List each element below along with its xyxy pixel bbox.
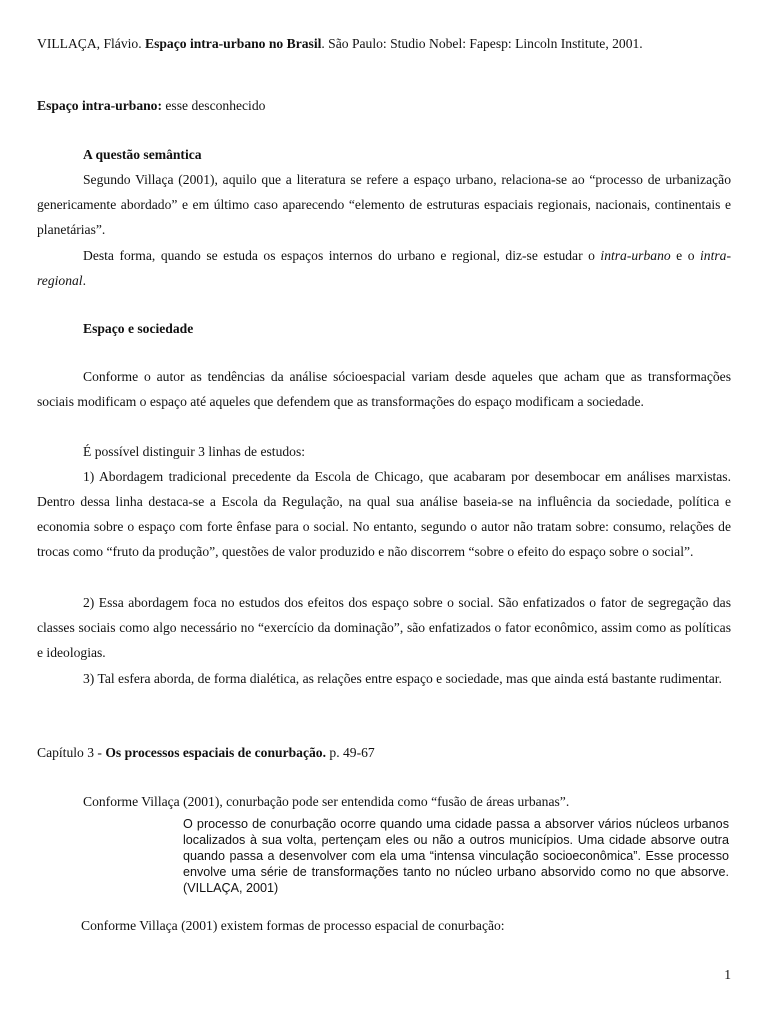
citation-publisher: . São Paulo: Studio Nobel: Fapesp: Lincoln Institute, 2001. [321,36,643,51]
paragraph-space-society-1: Conforme o autor as tendências da análise sócioespacial variam desde aqueles que acham que as transformações sociais modificam o espaço até aqueles que defendem que as transformações do espaço modificam a sociedade. [37,369,731,409]
term-intra-urbano: intra-urbano [600,248,671,263]
bibliographic-citation [37,31,731,56]
paragraph-conurbation-definition: Conforme Villaça (2001), conurbação pode ser entendida como “fusão de áreas urbanas”. [83,794,570,809]
paragraph-semantic-2 [37,243,731,293]
paragraph-conurbation-forms: Conforme Villaça (2001) existem formas de processo espacial de conurbação: [81,918,505,933]
chapter-heading [37,740,731,765]
citation-author: VILLAÇA, Flávio. [37,36,142,51]
list-item-approach-1: 1) Abordagem tradicional precedente da Escola de Chicago, que acabaram por desembocar em análises marxistas. Dentro dessa linha destaca-se a Escola da Regulação, na qual sua análise baseia-se na influência da sociedade, política e economia sobre o espaço com forte ênfase para o social. No entanto, segundo o autor não tratam sobre: consumo, relações de trocas como “fruto da produção”, questões de valor produzido e não discorrem “sobre o efeito do espaço sobre o social”. [37,469,731,559]
main-heading-bold: Espaço intra-urbano: [37,98,162,113]
paragraph-semantic-2-start: Desta forma, quando se estuda os espaços internos do urbano e regional, diz-se estudar o [83,248,601,263]
section-heading-semantic-question: A questão semântica [83,147,202,162]
chapter-prefix: Capítulo 3 - [37,745,106,760]
chapter-pages: p. 49-67 [326,745,375,760]
block-quote: O processo de conurbação ocorre quando uma cidade passa a absorver vários núcleos urbanos localizados à sua volta, pertençam eles ou não a outros municípios. Uma cidade absorve outra quando passa a desenvolver com ela uma “intensa vinculação socioeconômica”. Esse processo envolve uma série de transformações tanto no núcleo urbano absorvido como no que absorve. (VILLAÇA, 2001) [183,817,729,895]
paragraph-semantic-2-mid: e o [670,248,701,263]
paragraph-semantic-1: Segundo Villaça (2001), aquilo que a literatura se refere a espaço urbano, relaciona-se ao “processo de urbanização genericamente abordado” e em último caso aparecendo “elemento de estruturas espaciais regionais, nacionais, continentais e planetárias”. [37,172,731,237]
term-intra-regional: intra-regional [37,248,731,288]
list-item-approach-3: 3) Tal esfera aborda, de forma dialética, as relações entre espaço e sociedade, mas que ainda está bastante rudimentar. [83,671,722,686]
chapter-title: Os processos espaciais de conurbação. [105,745,326,760]
citation-title: Espaço intra-urbano no Brasil [145,36,322,51]
main-heading-rest: esse desconhecido [162,98,266,113]
paragraph-semantic-2-end: . [82,273,86,288]
list-item-approach-2: 2) Essa abordagem foca no estudos dos efeitos dos espaço sobre o social. São enfatizados o fator de segregação das classes sociais como algo necessário no “exercício da dominação”, são enfatizados o fator econômico, assim como as políticas e ideologias. [37,595,731,660]
section-heading-space-society: Espaço e sociedade [83,321,194,336]
main-heading [37,93,731,118]
paragraph-three-lines: É possível distinguir 3 linhas de estudos: [83,444,306,459]
page-number: 1 [724,967,731,982]
